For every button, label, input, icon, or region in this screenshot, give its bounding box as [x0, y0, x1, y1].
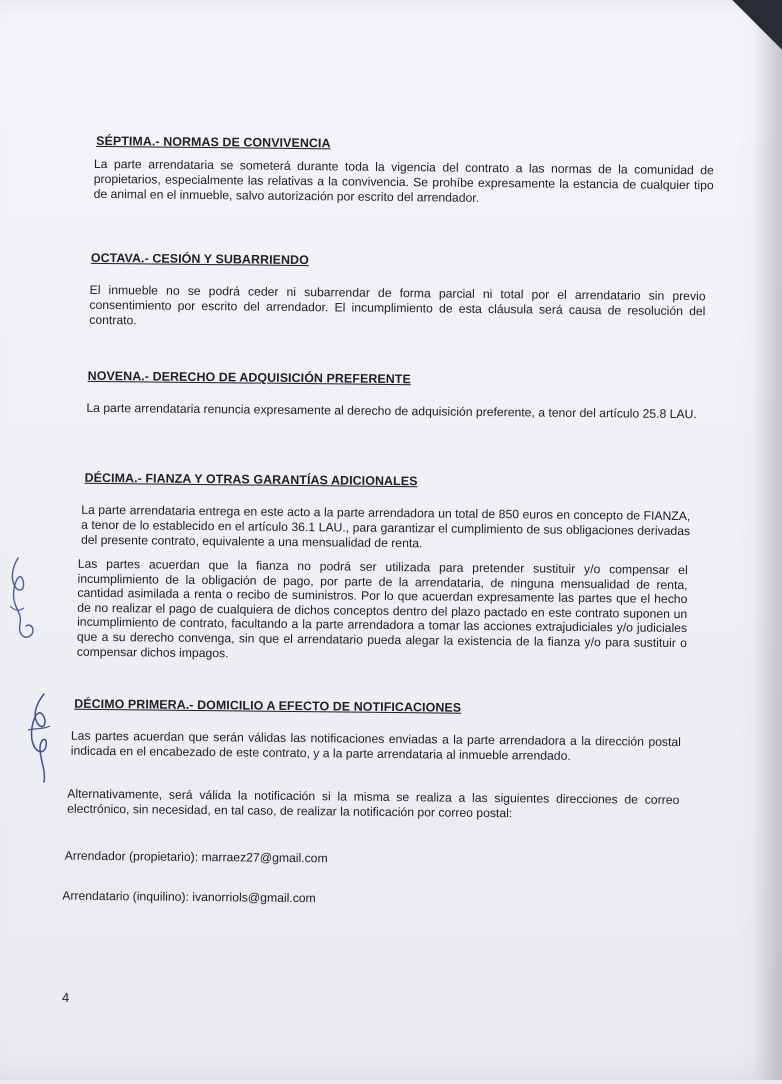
section-heading-septima: SÉPTIMA.- NORMAS DE CONVIVENCIA — [96, 133, 331, 151]
section-paragraph-novena: La parte arrendataria renuncia expresamente al derecho de adquisición preferente, a tenor del artículo 25.8 LAU. — [86, 400, 697, 422]
section-paragraph-decima-2: Las partes acuerdan que la fianza no podrá ser utilizada para pretender sustituir y/o compensar el incumplimiento de la obligación de pago, por parte de la arrendataria, de ninguna mensualidad de renta, cantidad asimilada a renta o recibo de suministros. Por lo que acuerdan expresamente las partes que el hecho de no realizar el pago de cualquiera de dichos conceptos dentro del plazo pactado en este contrato suponen un incumplimiento de contrato, facultando a la parte arrendadora a tomar las acciones extrajudiciales y/o judiciales que a su derecho convenga, sin que el arrendatario pueda alegar la existencia de la fianza y/o para sustituir o compensar dichos impagos. — [76, 556, 688, 660]
section-paragraph-decima-1: La parte arrendataria entrega en este acto a la parte arrendadora un total de 850 euros en concepto de FIANZA, a tenor de lo establecido en el artículo 36.1 LAU., para garantizar el cumplimiento de sus obligaciones derivadas del presente contrato, equivalente a una mensualidad de renta. — [80, 502, 691, 551]
page-number: 4 — [62, 990, 70, 1005]
section-paragraph-decimo-primera-2: Alternativamente, será válida la notificación si la misma se realiza a las siguientes direcciones de correo electrónico, sin necesidad, en tal caso, de realizar la notificación por correo postal: — [67, 786, 680, 821]
section-paragraph-decimo-primera-1: Las partes acuerdan que serán válidas las notificaciones enviadas a la parte arrendadora a la dirección postal indicada en el encabezado de este contrato, y a la parte arrendataria al inmueble arrendado. — [70, 728, 681, 763]
signature-mark-upper — [4, 548, 54, 658]
section-paragraph-octava: El inmueble no se podrá ceder ni subarrendar de forma parcial ni total por el arrendatario sin previo consentimiento por escrito del arrendador. El incumplimiento de esta cláusula será causa de resolución del contrato. — [89, 282, 706, 328]
section-paragraph-septima: La parte arrendataria se someterá durante toda la vigencia del contrato a las normas de la comunidad de propietarios, especialmente las relativas a la convivencia. Se prohíbe expresamente la estancia de cualquier tipo de animal en el inmueble, salvo autorización por escrito del arrendador. — [93, 156, 714, 205]
landlord-email-line: Arrendador (propietario): marraez27@gmail.com — [64, 848, 328, 866]
signature-mark-lower — [18, 690, 68, 790]
tenant-email-line: Arrendatario (inquilino): ivanorriols@gmail.com — [62, 888, 316, 906]
section-heading-decima: DÉCIMA.- FIANZA Y OTRAS GARANTÍAS ADICIONALES — [84, 470, 418, 489]
section-heading-decimo-primera: DÉCIMO PRIMERA.- DOMICILIO A EFECTO DE NOTIFICACIONES — [74, 696, 462, 715]
section-heading-novena: NOVENA.- DERECHO DE ADQUISICIÓN PREFERENTE — [87, 368, 411, 387]
section-heading-octava: OCTAVA.- CESIÓN Y SUBARRIENDO — [90, 250, 309, 268]
